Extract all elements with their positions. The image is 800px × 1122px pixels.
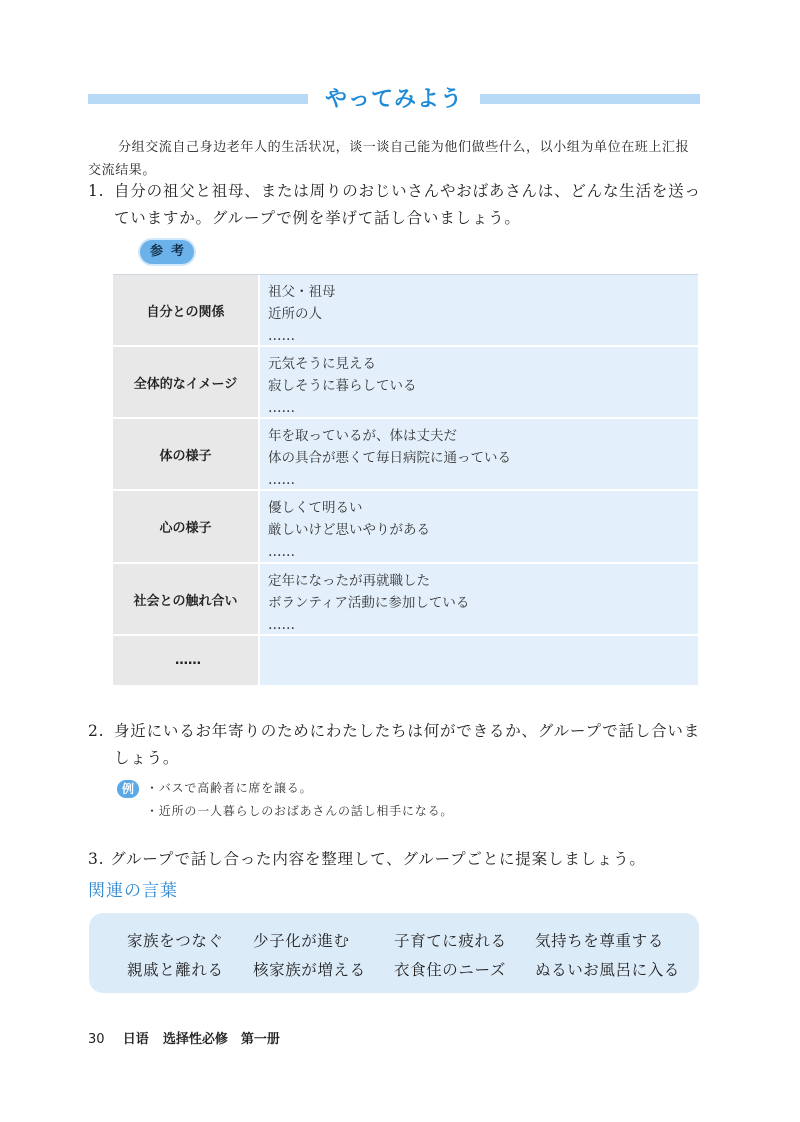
related-word: ぬるいお風呂に入る <box>535 961 680 979</box>
table-row-content <box>260 564 698 636</box>
question-1-text: 自分の祖父と祖母、または周りのおじいさんやおばあさんは、どんな生活を送っていますか。グループで例を挙げて話し合いましょう。 <box>114 182 701 227</box>
related-word: 衣食住のニーズ <box>394 961 506 979</box>
related-word: 親戚と離れる <box>127 961 224 979</box>
table-row-content <box>260 491 698 564</box>
related-words-box <box>89 913 699 993</box>
table-row-label: 心の様子 <box>113 491 260 564</box>
table-line: …… <box>268 544 295 560</box>
example-badge: 例 <box>117 780 139 798</box>
table-row-content <box>260 636 698 687</box>
page-number: 30 <box>88 1032 105 1047</box>
table-row-content <box>260 347 698 419</box>
book-volume: 选择性必修 第一册 <box>162 1032 280 1047</box>
table-line: 年を取っているが、体は丈夫だ <box>268 428 457 444</box>
table-line: 体の具合が悪くて毎日病院に通っている <box>268 450 511 466</box>
table-line: …… <box>268 617 295 633</box>
section-title: やってみよう <box>324 87 463 112</box>
table-line: 厳しいけど思いやりがある <box>268 522 430 538</box>
table-row-content <box>260 419 698 491</box>
question-2 <box>88 718 702 772</box>
related-word: 子育てに疲れる <box>394 932 507 950</box>
table-line: 元気そうに見える <box>268 356 376 372</box>
table-row-content <box>260 275 698 347</box>
intro-instruction: 分组交流自己身边老年人的生活状况，谈一谈自己能为他们做些什么，以小组为单位在班上汇报交流结果。 <box>88 140 690 178</box>
table-line: 祖父・祖母 <box>268 284 336 300</box>
page-footer <box>88 1028 280 1047</box>
table-line: 定年になったが再就職した <box>268 573 430 589</box>
reference-badge: 参考 <box>140 240 194 264</box>
table-line: …… <box>268 472 295 488</box>
table-line: 寂しそうに暮らしている <box>268 378 417 394</box>
example-item: ・バスで高齢者に席を譲る。 <box>146 781 313 795</box>
question-2-text: 身近にいるお年寄りのためにわたしたちは何ができるか、グループで話し合いましょう。 <box>114 722 701 767</box>
question-1 <box>88 178 702 232</box>
related-words-title: 関連の言葉 <box>88 881 178 901</box>
question-3: 3. グループで話し合った内容を整理して、グループごとに提案しましょう。 <box>88 850 646 868</box>
table-row-label: 社会との触れ合い <box>113 564 260 636</box>
reference-table <box>113 274 698 687</box>
section-header <box>88 82 700 118</box>
related-word: 家族をつなぐ <box>127 932 224 950</box>
table-line: ボランティア活動に参加している <box>268 595 470 611</box>
book-title: 日语 <box>122 1032 149 1047</box>
table-row-label: 全体的なイメージ <box>113 347 260 419</box>
table-line: 近所の人 <box>268 306 322 322</box>
question-2-number: 2. <box>88 722 105 740</box>
question-1-number: 1. <box>88 182 105 200</box>
table-row-label: 自分との関係 <box>113 275 260 347</box>
example-item: ・近所の一人暮らしのおばあさんの話し相手になる。 <box>146 804 454 818</box>
table-line: …… <box>268 400 295 416</box>
related-word: 核家族が増える <box>253 961 366 979</box>
table-row-label: 体の様子 <box>113 419 260 491</box>
table-row-label: …… <box>113 636 260 687</box>
related-word: 少子化が進む <box>253 932 350 950</box>
table-line: 優しくて明るい <box>268 500 363 516</box>
related-word: 気持ちを尊重する <box>535 932 664 950</box>
table-line: …… <box>268 328 295 344</box>
